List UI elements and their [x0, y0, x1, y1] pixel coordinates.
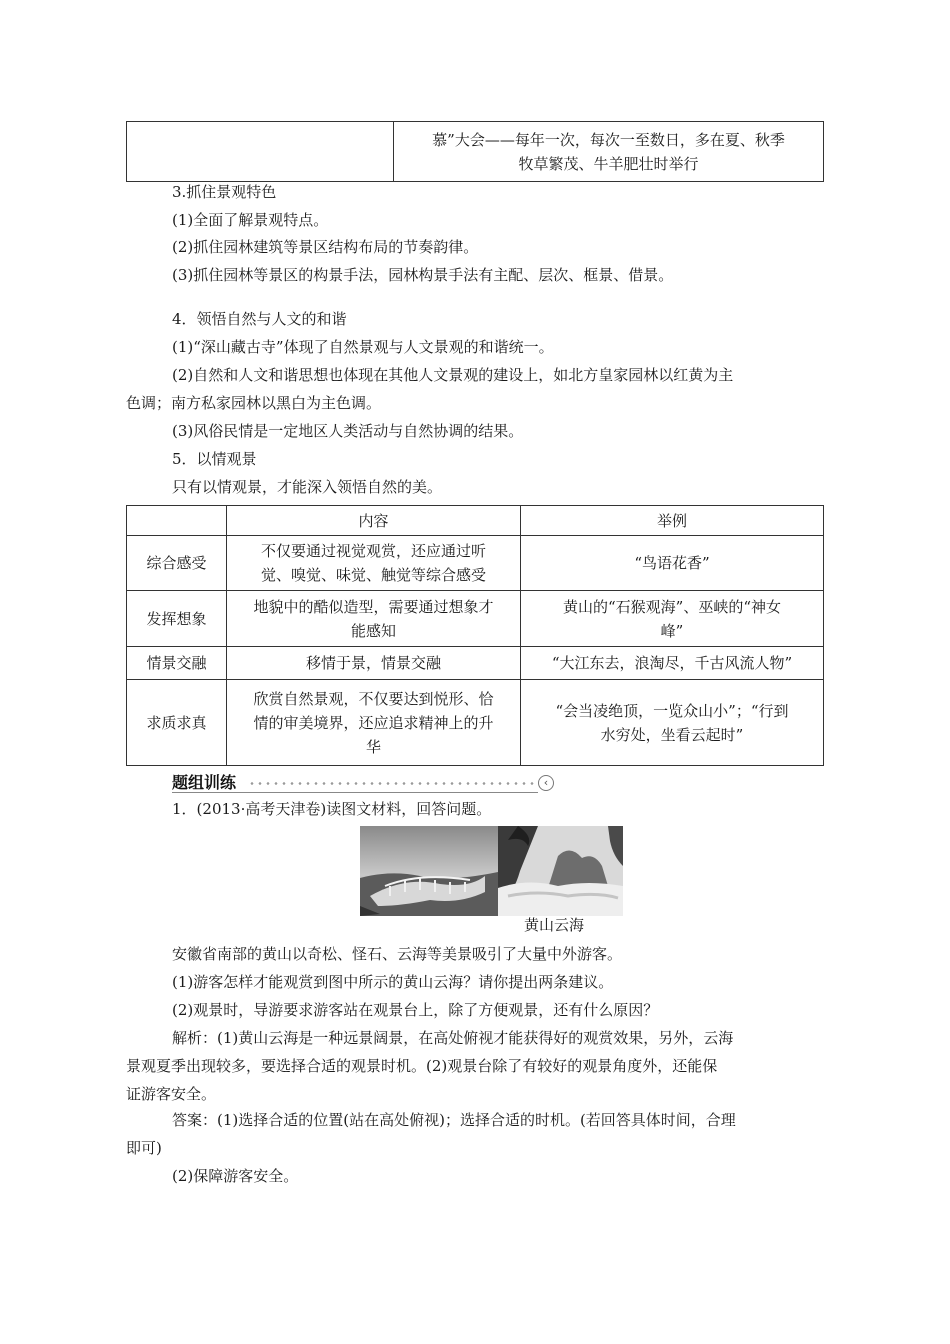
- section-heading: 3.抓住景观特色: [172, 183, 277, 201]
- analysis: 解析：(1)黄山云海是一种远景阔景，在高处俯视才能获得好的观赏效果，另外，云海: [172, 1029, 734, 1047]
- table-row: [127, 536, 824, 591]
- cell-line: 欣赏自然景观，不仅要达到悦形、恰: [253, 689, 494, 708]
- event-desc-line: 慕”大会——每年一次，每次一至数日，多在夏、秋季: [432, 130, 785, 149]
- paragraph: (1)全面了解景观特点。: [172, 211, 329, 229]
- row-name: 求质求真: [127, 680, 227, 766]
- table-header: 举例: [521, 506, 824, 536]
- cell-line: 移情于景，情景交融: [305, 654, 441, 672]
- row-name: 综合感受: [127, 536, 227, 591]
- cell-line: 情的审美境界，还应追求精神上的升: [253, 713, 494, 732]
- table-header-row: [127, 506, 824, 536]
- row-example: [521, 536, 824, 591]
- cell-line: “鸟语花香”: [634, 554, 710, 572]
- table-header: [127, 506, 227, 536]
- table-row: [127, 591, 824, 647]
- chevron-left-icon: ‹: [538, 775, 554, 791]
- section-heading: 5．以情观景: [172, 450, 257, 468]
- answer: (2)保障游客安全。: [172, 1167, 299, 1185]
- dotted-divider: [248, 782, 534, 785]
- cell-line: “会当凌绝顶，一览众山小”；“行到: [555, 701, 789, 720]
- banner-underline: [172, 792, 538, 793]
- cell-line: 水穷处，坐看云起时”: [600, 725, 744, 744]
- paragraph: (2)抓住园林建筑等景区结构布局的节奏韵律。: [172, 238, 479, 256]
- photo-caption: 黄山云海: [524, 916, 585, 934]
- paragraph: (2)自然和人文和谐思想也体现在其他人文景观的建设上，如北方皇家园林以红黄为主: [172, 366, 734, 384]
- paragraph: (1)“深山藏古寺”体现了自然景观与人文景观的和谐统一。: [172, 338, 554, 356]
- table-header: 内容: [227, 506, 521, 536]
- appreciation-table: [126, 505, 824, 766]
- table-cell-event-desc: [394, 122, 824, 182]
- paragraph: (1)游客怎样才能观赏到图中所示的黄山云海？请你提出两条建议。: [172, 973, 614, 991]
- row-content: [227, 591, 521, 647]
- cell-line: 觉、嗅觉、味觉、触觉等综合感受: [260, 566, 486, 584]
- table-row: [127, 647, 824, 680]
- paragraph: 色调；南方私家园林以黑白为主色调。: [126, 394, 382, 412]
- paragraph: (3)风俗民情是一定地区人类活动与自然协调的结果。: [172, 422, 524, 440]
- paragraph: 只有以情观景，才能深入领悟自然的美。: [172, 478, 443, 496]
- banner-title: 题组训练: [172, 773, 237, 792]
- event-desc-line: 牧草繁茂、牛羊肥壮时举行: [518, 154, 699, 173]
- table-row: [127, 680, 824, 766]
- cell-line: 峰”: [660, 621, 684, 640]
- cell-line: 不仅要通过视觉观赏，还应通过听: [260, 542, 486, 560]
- row-example: [521, 591, 824, 647]
- paragraph: 安徽省南部的黄山以奇松、怪石、云海等美景吸引了大量中外游客。: [172, 945, 623, 963]
- section-heading: 4．领悟自然与人文的和谐: [172, 310, 347, 328]
- analysis: 证游客安全。: [126, 1085, 217, 1103]
- row-content: [227, 647, 521, 680]
- row-example: [521, 680, 824, 766]
- row-content: [227, 680, 521, 766]
- paragraph: (2)观景时，导游要求游客站在观景台上，除了方便观景，还有什么原因？: [172, 1001, 659, 1019]
- cell-line: 黄山的“石猴观海”、巫峡的“神女: [562, 597, 781, 616]
- cell-line: 华: [365, 737, 381, 756]
- answer: 答案：(1)选择合适的位置(站在高处俯视)；选择合适的时机。(若回答具体时间，合理: [172, 1111, 736, 1129]
- row-content: [227, 536, 521, 591]
- cell-line: 能感知: [350, 621, 396, 640]
- exercise-banner: [172, 772, 556, 794]
- row-example: [521, 647, 824, 680]
- event-table-continuation: [126, 121, 824, 182]
- analysis: 景观夏季出现较多，要选择合适的观景时机。(2)观景台除了有较好的观景角度外，还能保: [126, 1057, 718, 1075]
- table-cell-empty: [127, 122, 394, 182]
- cell-line: “大江东去，浪淘尽，千古风流人物”: [551, 654, 793, 672]
- question-head: 1．(2013·高考天津卷)读图文材料，回答问题。: [172, 800, 492, 818]
- row-name: 情景交融: [127, 647, 227, 680]
- cloud-sea-photo: [498, 826, 623, 916]
- paragraph: (3)抓住园林等景区的构景手法，园林构景手法有主配、层次、框景、借景。: [172, 266, 674, 284]
- cell-line: 地貌中的酷似造型，需要通过想象才: [253, 597, 494, 616]
- viewing-platform-photo: [360, 826, 498, 916]
- answer: 即可): [126, 1139, 162, 1157]
- row-name: 发挥想象: [127, 591, 227, 647]
